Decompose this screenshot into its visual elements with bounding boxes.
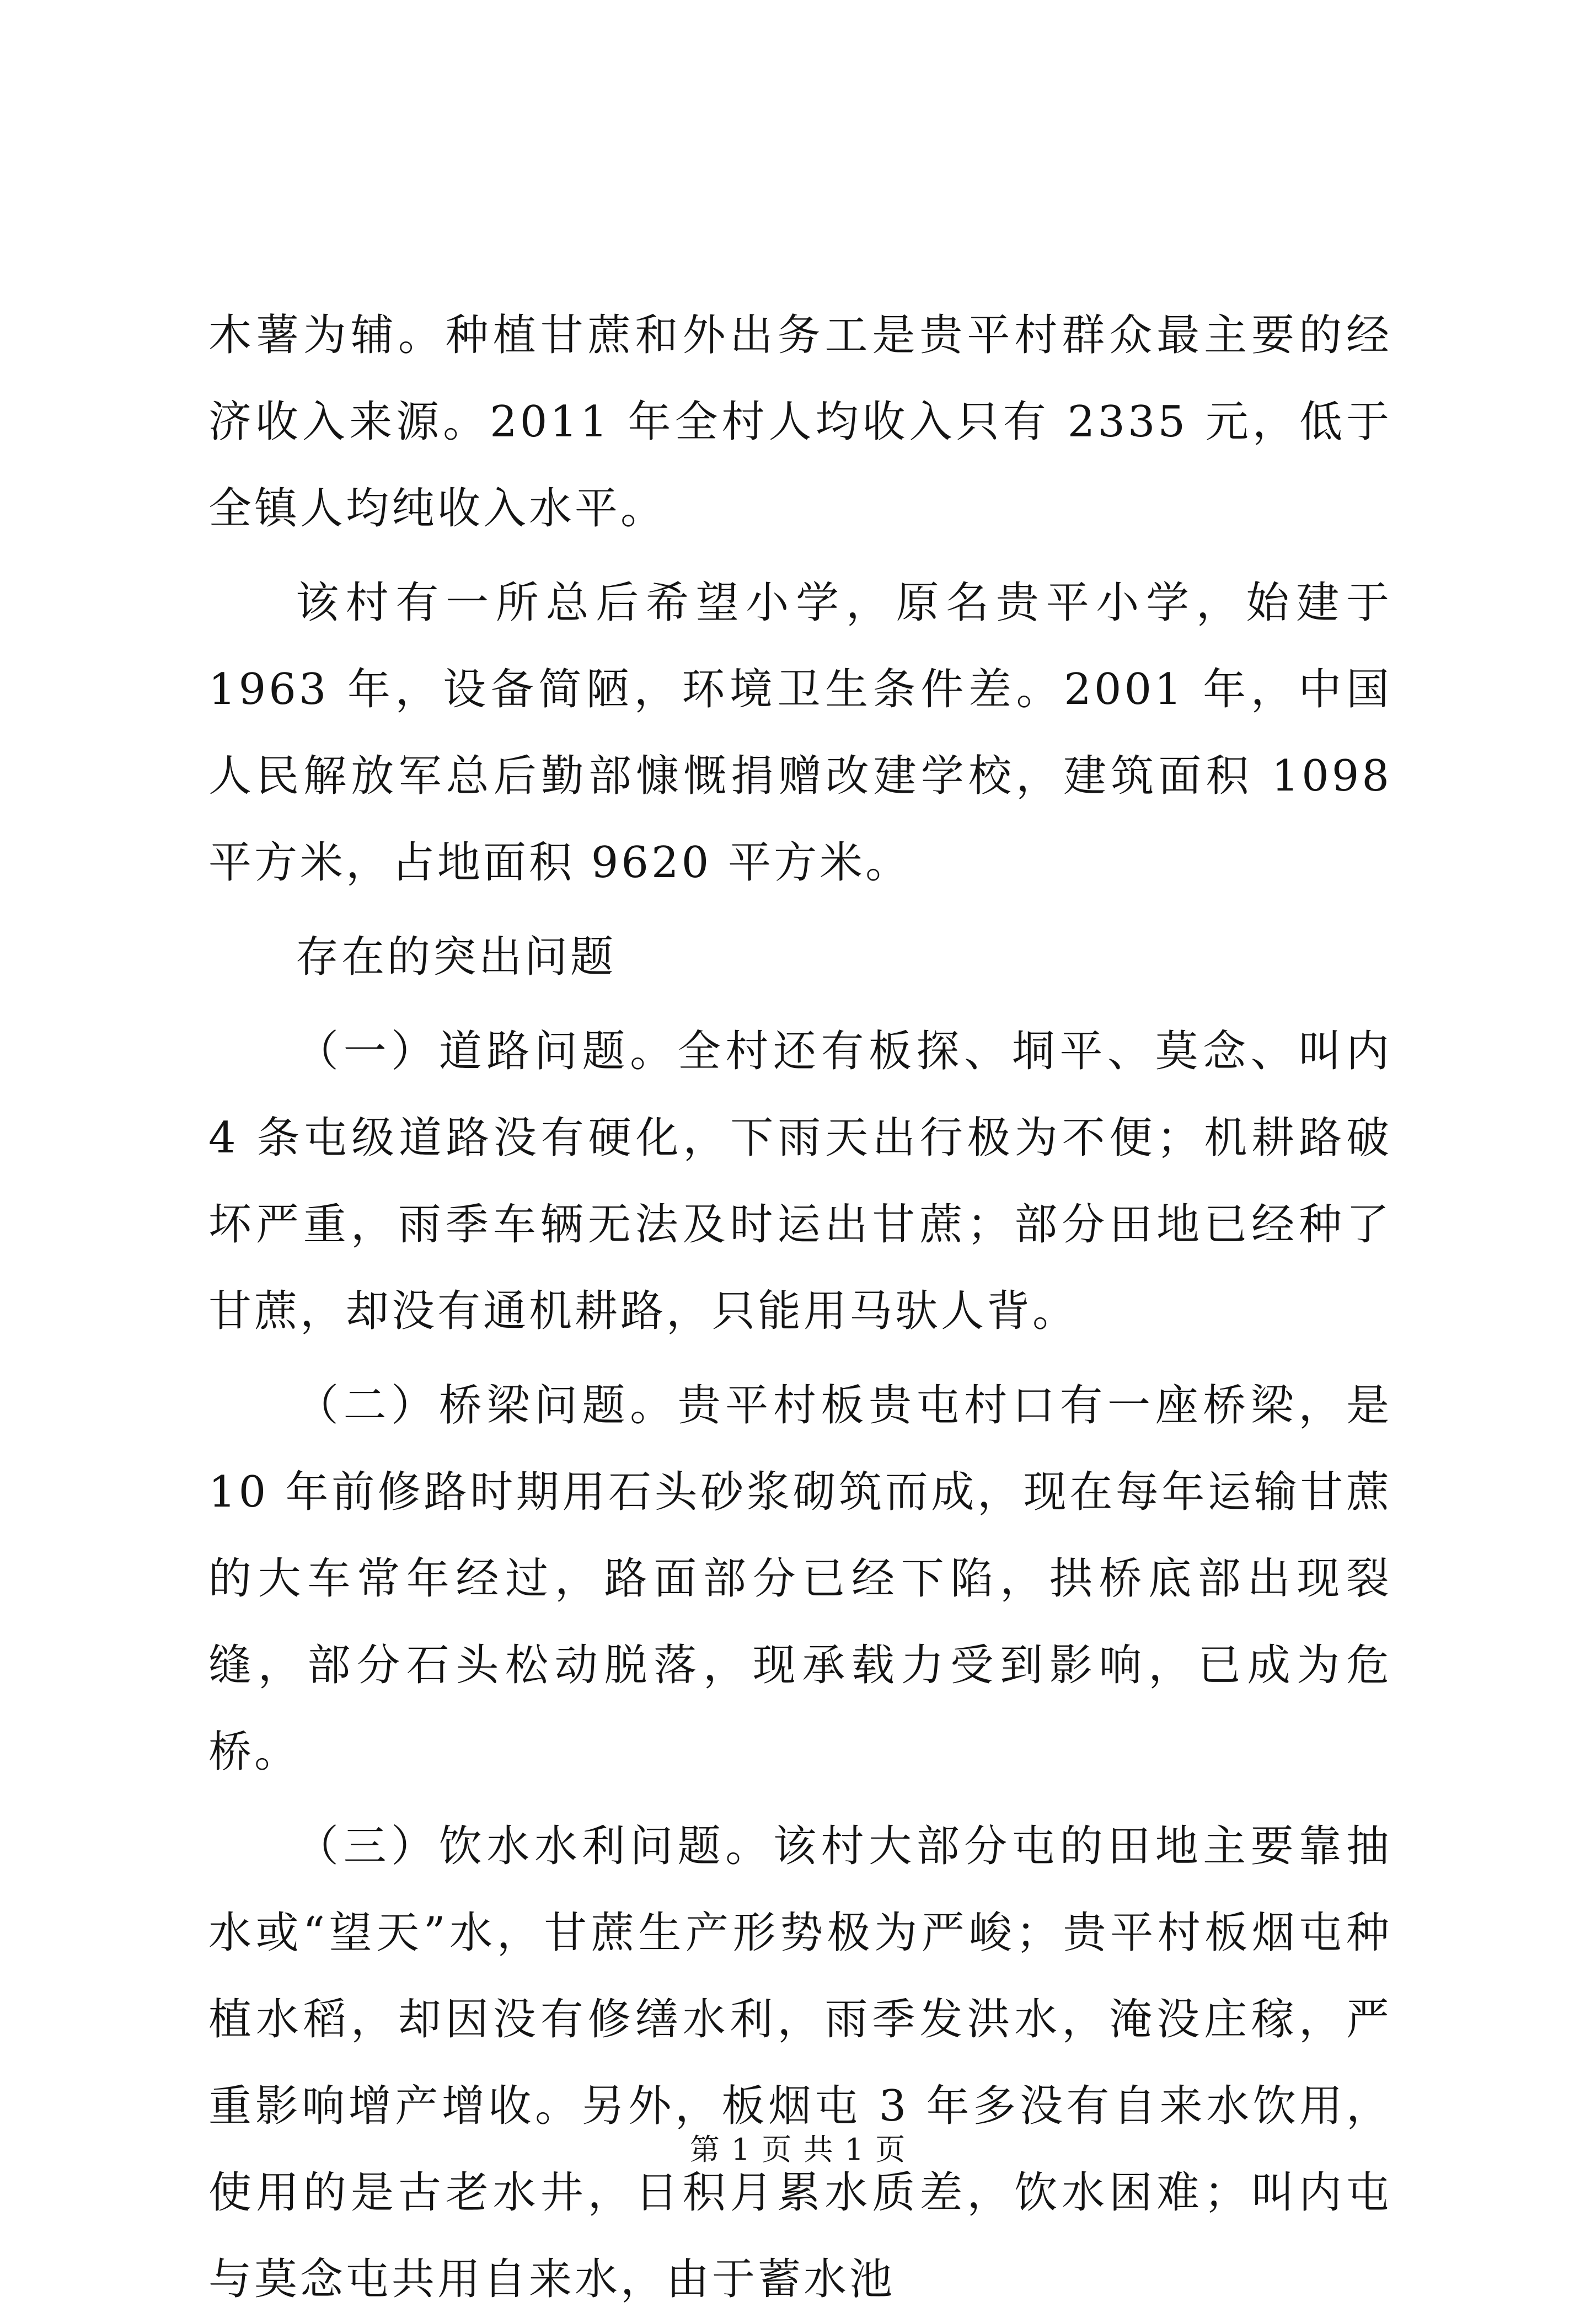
paragraph-bridge-problem: （二）桥梁问题。贵平村板贵屯村口有一座桥梁，是 10 年前修路时期用石头砂浆砌筑而成，现在每年运输甘蔗的大车常年经过，路面部分已经下陷，拱桥底部出现裂缝，部分石头松动脱落，现承载力受到影响，已成为危桥。 (208, 1381, 1392, 1777)
paragraph-income: 木薯为辅。种植甘蔗和外出务工是贵平村群众最主要的经济收入来源。2011 年全村人均收入只有 2335 元，低于全镇人均纯收入水平。 (208, 311, 1392, 533)
paragraph-school: 该村有一所总后希望小学，原名贵平小学，始建于 1963 年，设备简陋，环境卫生条件差。2001 年，中国人民解放军总后勤部慷慨捐赠改建学校，建筑面积 1098 平方米，占地面积 9620 平方米。 (208, 578, 1392, 888)
page-footer: 第 1 页 共 1 页 (689, 2132, 907, 2167)
paragraph-water-problem: （三）饮水水利问题。该村大部分屯的田地主要靠抽水或“望天”水，甘蔗生产形势极为严峻；贵平村板烟屯种植水稻，却因没有修缮水利，雨季发洪水，淹没庄稼，严重影响增产增收。另外，板烟屯 3 年多没有自来水饮用，使用的是古老水井，日积月累水质差，饮水困难；叫内屯与莫念屯共用自来水，由于蓄水池 (208, 1822, 1392, 2304)
paragraph-road-problem: （一）道路问题。全村还有板探、垌平、莫念、叫内 4 条屯级道路没有硬化，下雨天出行极为不便；机耕路破坏严重，雨季车辆无法及时运出甘蔗；部分田地已经种了甘蔗，却没有通机耕路，只能用马驮人背。 (208, 1027, 1392, 1336)
section-heading-problems: 存在的突出问题 (296, 932, 617, 982)
document-body (208, 292, 1392, 2323)
